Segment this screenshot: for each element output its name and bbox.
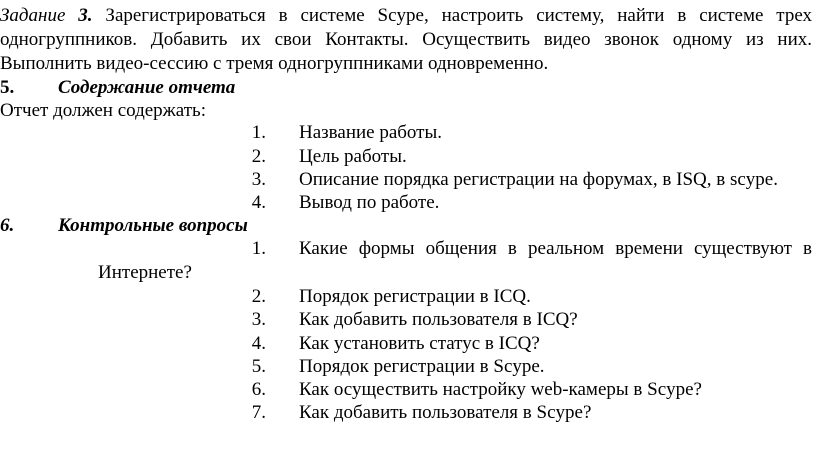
list-item-number: 1. [251, 122, 266, 143]
list-item-number: 2. [251, 286, 266, 307]
list-item-text: Какие формы общения в реальном времени существуют в [299, 238, 812, 259]
section-5-intro-text: Отчет должен содержать: [0, 100, 206, 121]
list-item-text: Описание порядка регистрации на форумах, в ISQ, в scype. [299, 169, 778, 190]
list-item-continuation-text: Интернете? [98, 262, 192, 283]
task-text-1: Зарегистрироваться в системе Scype, настроить систему, найти в системе трех [105, 5, 813, 26]
list-item-number: 4. [251, 333, 266, 354]
task-text-3: Выполнить видео-сессию с тремя одногруппниками одновременно. [0, 53, 549, 74]
list-item-number: 1. [251, 238, 266, 259]
task-text-2: одногруппников. Добавить их свои Контакты. Осуществить видео звонок одному из них. [0, 29, 812, 50]
list-item-number: 3. [251, 309, 266, 330]
list-item-text: Название работы. [299, 122, 443, 143]
list-item-number: 7. [251, 402, 266, 423]
section-5-intro [0, 99, 816, 123]
list-item-text: Как добавить пользователя в ICQ? [299, 309, 578, 330]
section-5-title: Содержание отчета [58, 77, 236, 98]
list-item-number: 2. [251, 146, 266, 167]
list-item-number: 5. [251, 356, 266, 377]
task-line-1 [0, 4, 816, 28]
list-item-number: 6. [251, 379, 266, 400]
section-6-title: Контрольные вопросы [58, 215, 248, 236]
list-item-number: 3. [251, 169, 266, 190]
list-item-text: Цель работы. [299, 146, 407, 167]
list-item-text: Как осуществить настройку web-камеры в Scype? [299, 379, 702, 400]
list-item-text: Как добавить пользователя в Scype? [299, 402, 592, 423]
list-item-text: Порядок регистрации в Scype. [299, 356, 545, 377]
task-prefix: Задание [0, 5, 66, 26]
list-item-text: Порядок регистрации в ICQ. [299, 286, 531, 307]
list-item-text: Как установить статус в ICQ? [299, 333, 540, 354]
task-number: 3. [78, 5, 93, 26]
list-item-number: 4. [251, 192, 266, 213]
list-item-text: Вывод по работе. [299, 192, 440, 213]
section-6-number: 6. [0, 215, 15, 236]
section-5-number: 5. [0, 77, 15, 98]
task-line-2 [0, 28, 816, 52]
task-line-3 [0, 52, 816, 76]
